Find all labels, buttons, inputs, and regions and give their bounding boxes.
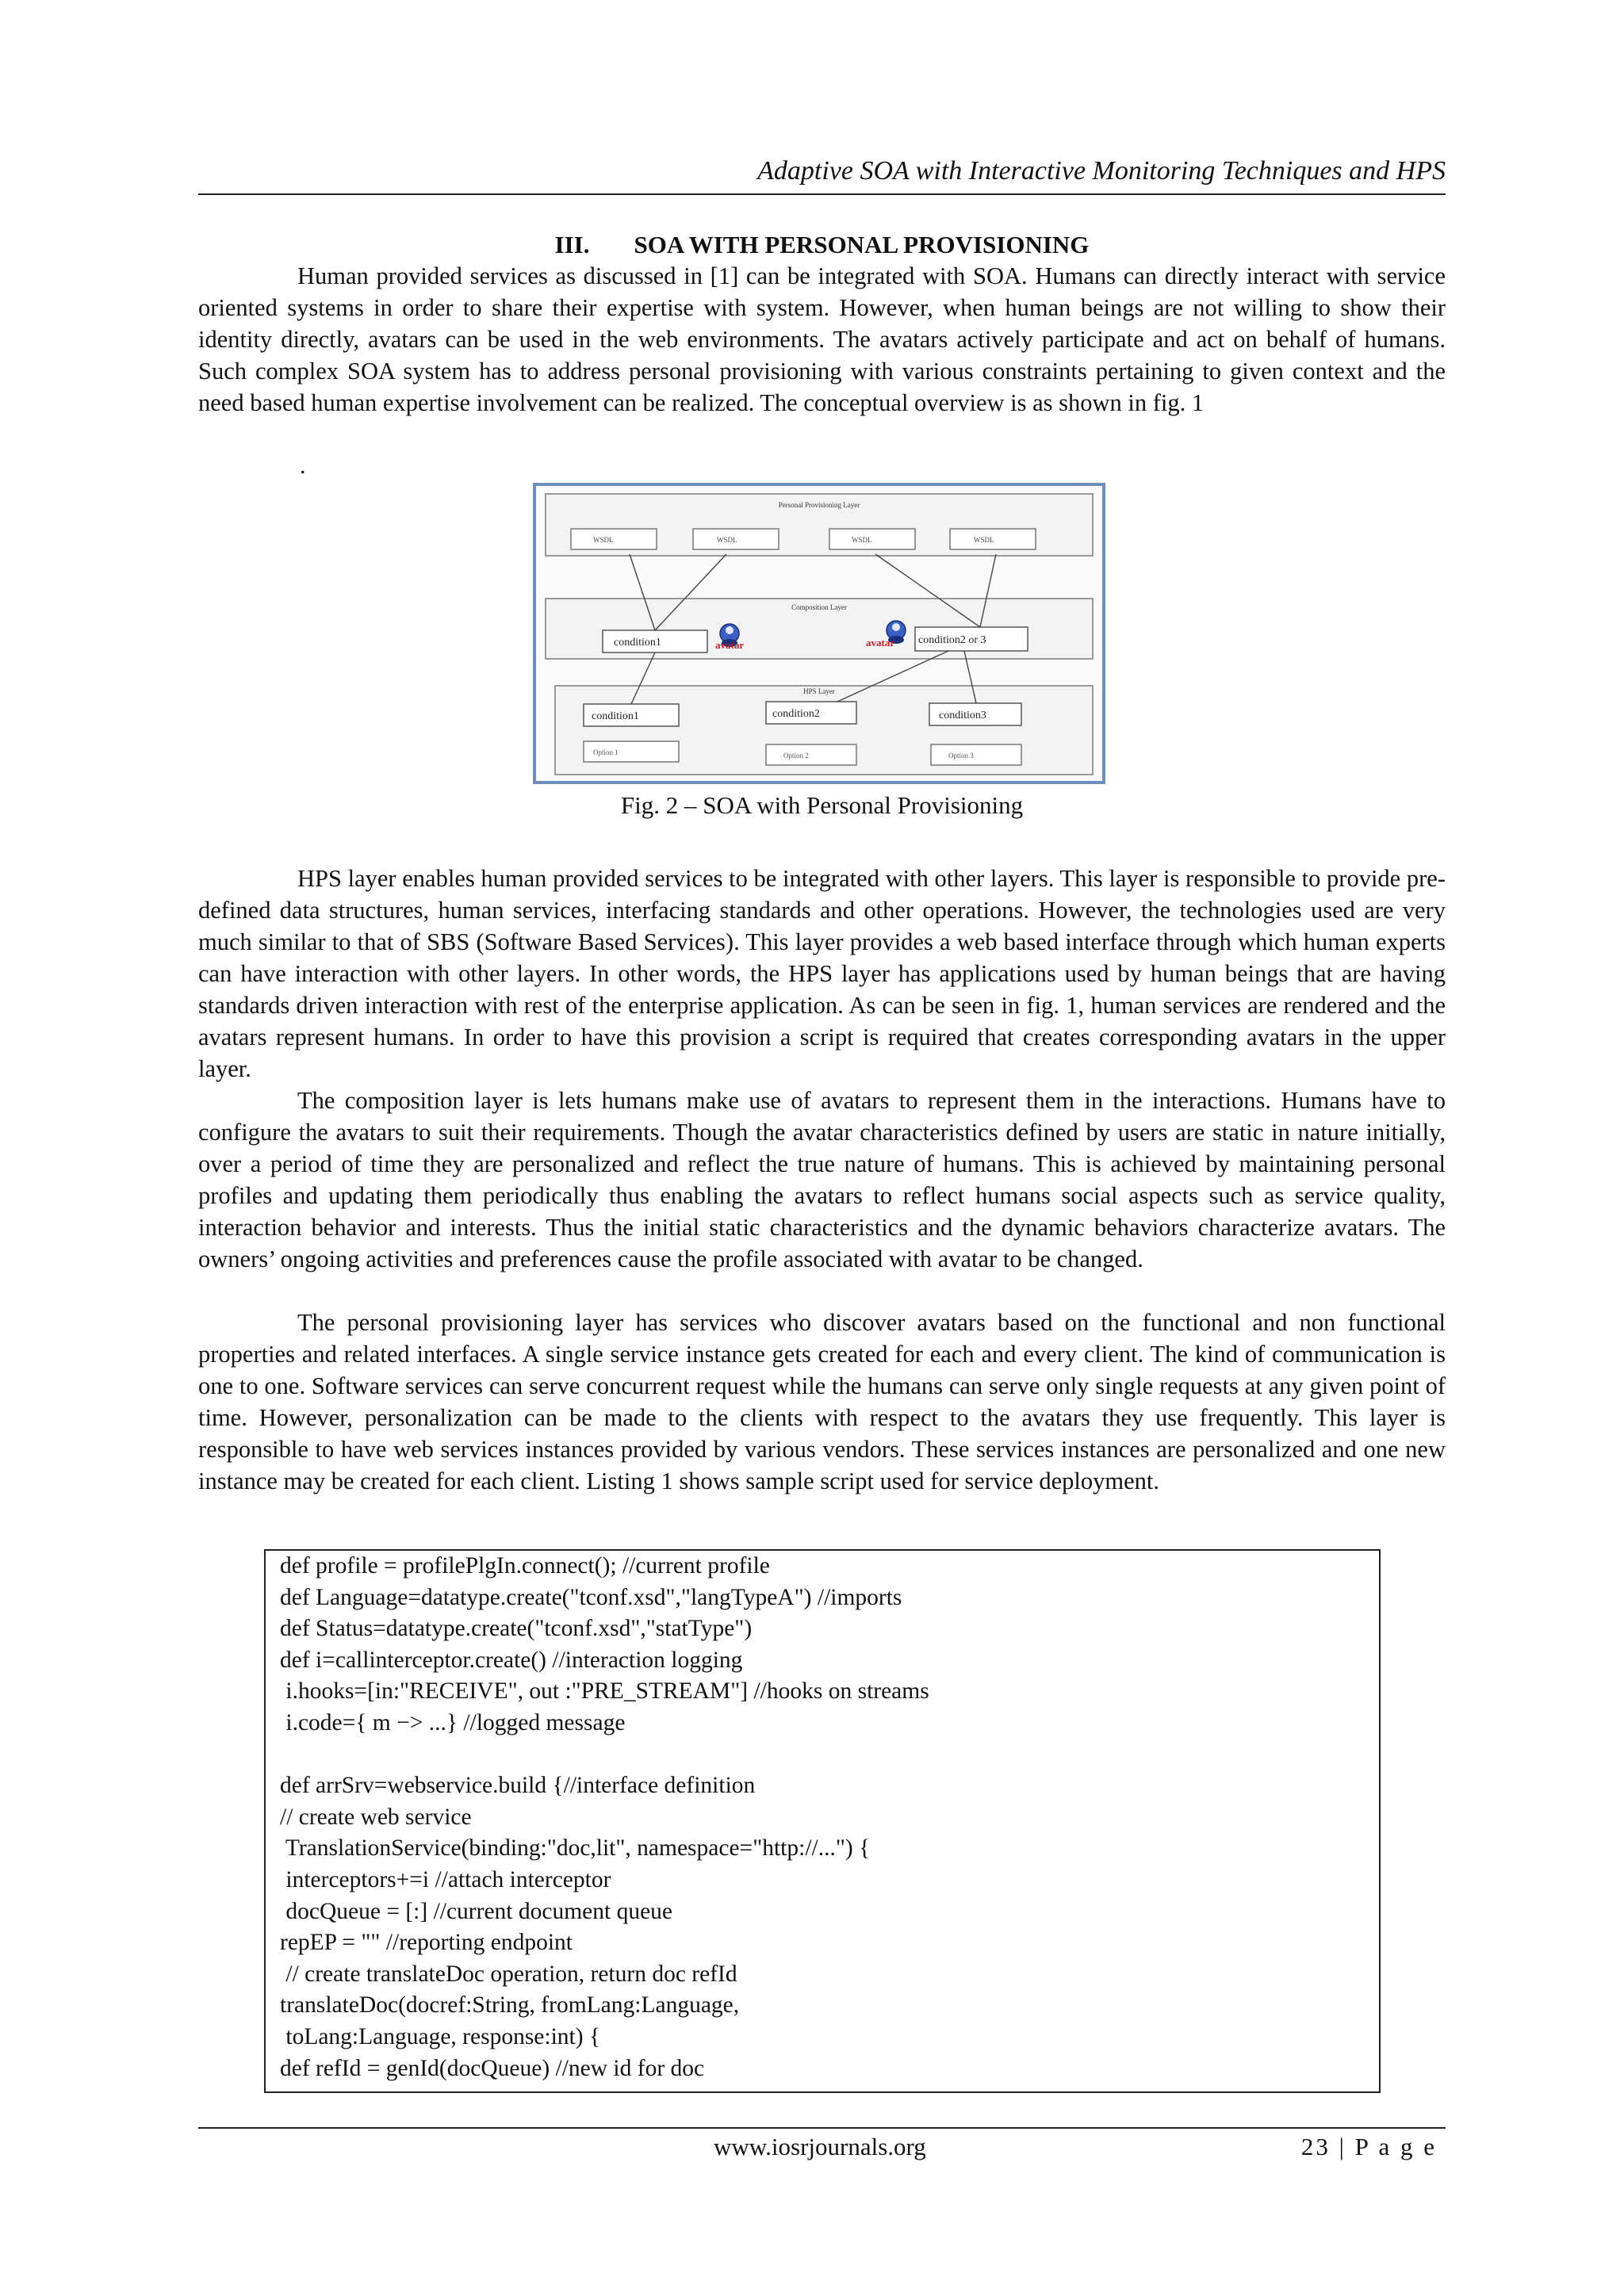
code-line: i.code={ m −> ...} //logged message: [280, 1709, 626, 1735]
figure-soa-personal-provisioning: [533, 483, 1105, 784]
footer-page-number: 23 | P a g e: [1300, 2133, 1437, 2160]
stray-dot: .: [300, 453, 306, 479]
code-line: interceptors+=i //attach interceptor: [280, 1866, 611, 1892]
figure-diagram: [536, 486, 1102, 781]
code-line: TranslationService(binding:"doc,lit", namespace="http://...") {: [280, 1835, 871, 1862]
hps-option-box-2: [766, 744, 856, 765]
code-line: toLang:Language, response:int) {: [280, 2023, 601, 2049]
wsdl-box-1: [571, 529, 657, 549]
hps-option-label-2: Option 2: [783, 752, 809, 760]
composition-layer-label: Composition Layer: [791, 603, 847, 611]
wsdl-label-4: WSDL: [974, 536, 994, 544]
paragraph-composition-layer: The composition layer is lets humans make use of avatars to represent them in the interactions. Humans have to configure the avatars to suit their requirements. Though the avatar characteristics defined by users are static in nature initially, over a period of time they are personalized and reflect the true nature of humans. This is achieved by maintaining personal profiles and updating them periodically thus enabling the avatars to reflect humans social aspects such as service quality, interaction behavior and interests. Thus the initial static characteristics and the dynamic behaviors characterize avatars. The owners’ ongoing activities and preferences cause the profile associated with avatar to be changed.: [198, 1087, 1446, 1272]
header-rule: [198, 193, 1446, 195]
paragraph-hps-layer: HPS layer enables human provided services to be integrated with other layers. This layer is responsible to provide pre-defined data structures, human services, interfacing standards and other operations. However, the technologies used are very much similar to that of SBS (Software Based Services). This layer provides a web based interface through which human experts can have interaction with other layers. In other words, the HPS layer has applications used by human beings that are having standards driven interaction with rest of the enterprise application. As can be seen in fig. 1, human services are rendered and the avatars represent humans. In order to have this provision a script is required that creates corresponding avatars in the upper layer.: [198, 865, 1446, 1082]
code-line: def Language=datatype.create("tconf.xsd","langTypeA") //imports: [280, 1584, 902, 1610]
code-line: translateDoc(docref:String, fromLang:Language,: [280, 1992, 740, 2019]
wsdl-label-2: WSDL: [717, 536, 737, 544]
composition-condition-label-2: condition2 or 3: [918, 634, 986, 646]
hps-condition-label-2: condition2: [772, 708, 820, 720]
personal-provisioning-layer-label: Personal Provisioning Layer: [778, 501, 860, 509]
section-number: III.: [554, 231, 590, 258]
paragraph-intro: Human provided services as discussed in [1] can be integrated with SOA. Humans can directly interact with service oriented systems in order to share their expertise with system. However, when human beings are not willing to show their identity directly, avatars can be used in the web environments. The avatars actively participate and act on behalf of humans. Such complex SOA system has to address personal provisioning with various constraints pertaining to given context and the need based human expertise involvement can be realized. The conceptual overview is as shown in fig. 1: [198, 262, 1446, 416]
hps-option-label-1: Option 1: [593, 748, 619, 756]
wsdl-box-3: [829, 529, 915, 549]
hps-option-box-3: [931, 744, 1021, 765]
code-line: def profile = profilePlgIn.connect(); //current profile: [280, 1553, 770, 1578]
hps-option-label-3: Option 3: [948, 752, 974, 760]
code-line: def arrSrv=webservice.build {//interface definition: [280, 1773, 756, 1799]
footer-rule: [198, 2127, 1446, 2129]
running-header: Adaptive SOA with Interactive Monitoring Techniques and HPS: [757, 156, 1446, 186]
hps-condition-label-3: condition3: [939, 710, 986, 721]
section-heading: [198, 230, 1446, 260]
composition-condition-label-1: condition1: [614, 637, 661, 649]
figure-caption: Fig. 2 – SOA with Personal Provisioning: [620, 791, 1024, 819]
paragraph-personal-provisioning-layer: The personal provisioning layer has services who discover avatars based on the functional and non functional properties and related interfaces. A single service instance gets created for each and every client. The kind of communication is one to one. Software services can serve concurrent request while the humans can serve only single requests at any given point of time. However, personalization can be made to the clients with respect to the avatars they use frequently. This layer is responsible to have web services instances provided by various vendors. These services instances are personalized and one new instance may be created for each client. Listing 1 shows sample script used for service deployment.: [198, 1309, 1446, 1494]
wsdl-label-3: WSDL: [852, 536, 872, 544]
code-line: repEP = "" //reporting endpoint: [280, 1930, 573, 1956]
code-line: def refId = genId(docQueue) //new id for doc: [280, 2055, 705, 2081]
code-listing: [264, 1549, 1381, 2093]
footer-website: www.iosrjournals.org: [714, 2133, 926, 2160]
hps-layer-label: HPS Layer: [803, 687, 835, 695]
code-line-blank: [280, 1739, 1379, 1771]
hps-condition-label-1: condition1: [592, 710, 639, 722]
code-line: docQueue = [:] //current document queue: [280, 1898, 673, 1924]
wsdl-label-1: WSDL: [593, 536, 614, 544]
avatar-label-right: avatar: [866, 637, 895, 649]
code-line: // create web service: [280, 1804, 472, 1830]
code-line: // create translateDoc operation, return doc refId: [280, 1961, 737, 1987]
code-line: def Status=datatype.create("tconf.xsd","statType"): [280, 1616, 753, 1642]
avatar-label-left: avatar: [715, 639, 745, 651]
code-line: def i=callinterceptor.create() //interaction logging: [280, 1647, 743, 1673]
code-line: i.hooks=[in:"RECEIVE", out :"PRE_STREAM"] //hooks on streams: [280, 1678, 929, 1705]
section-title: SOA WITH PERSONAL PROVISIONING: [634, 231, 1090, 258]
